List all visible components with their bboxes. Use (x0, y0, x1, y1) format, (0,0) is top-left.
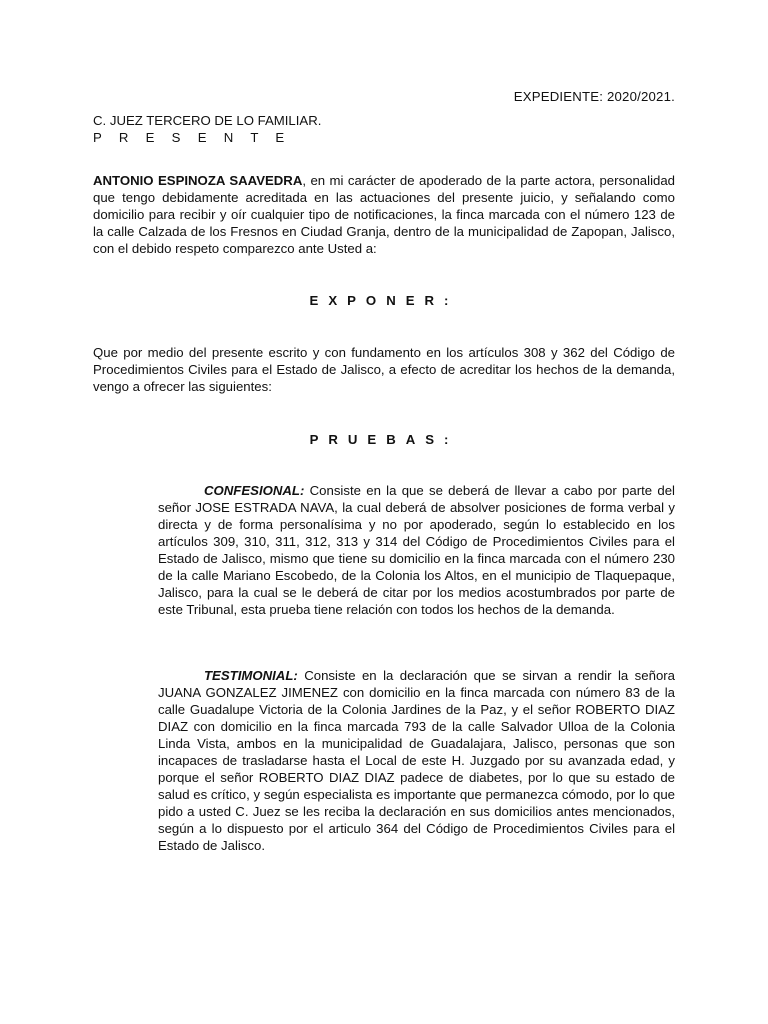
intro-paragraph (93, 172, 675, 257)
case-number: EXPEDIENTE: 2020/2021. (513, 89, 675, 104)
addressee-presente: P R E S E N T E (93, 130, 292, 145)
addressee-block (93, 112, 493, 146)
addressee-judge: C. JUEZ TERCERO DE LO FAMILIAR. (93, 113, 322, 128)
evidence-testimonial (158, 667, 675, 854)
intro-name: ANTONIO ESPINOZA SAAVEDRA (93, 173, 303, 188)
evidence-text: Consiste en la que se deberá de llevar a cabo por parte del señor JOSE ESTRADA NAVA, la cual deberá de absolver posiciones de forma verbal y directa y de forma personalísima y no por apoderado, según lo establecido en los artículos 309, 310, 311, 312, 313 y 314 del Código de Procedimientos Civiles para el Estado de Jalisco, mismo que tiene su domicilio en la finca marcada con el número 230 de la calle Mariano Escobedo, de la Colonia los Altos, en el municipio de Tlaquepaque, Jalisco, para la cual se le deberá de citar por los medios acostumbrados por parte de este Tribunal, esta prueba tiene relación con todos los hechos de la demanda. (158, 483, 675, 617)
heading-exponer: EXPONER: (309, 293, 459, 308)
intro-text: , en mi carácter de apoderado de la parte actora, personalidad que tengo debidamente acreditada en las actuaciones del presente juicio, y señalando como domicilio para recibir y oír cualquier tipo de notificaciones, la finca marcada con el número 123 de la calle Calzada de los Fresnos en Ciudad Granja, dentro de la municipalidad de Zapopan, Jalisco, con el debido respeto comparezco ante Usted a: (93, 173, 675, 256)
evidence-title: TESTIMONIAL: (204, 668, 298, 683)
evidence-title: CONFESIONAL: (204, 483, 305, 498)
exponer-paragraph: Que por medio del presente escrito y con fundamento en los artículos 308 y 362 del Código de Procedimientos Civiles para el Estado de Jalisco, a efecto de acreditar los hechos de la demanda, vengo a ofrecer las siguientes: (93, 345, 675, 394)
evidence-text: Consiste en la declaración que se sirvan a rendir la señora JUANA GONZALEZ JIMENEZ con domicilio en la finca marcada con número 83 de la calle Guadalupe Victoria de la Colonia Jardines de la Paz, y el señor ROBERTO DIAZ DIAZ con domicilio en la finca marcada 793 de la calle Salvador Ulloa de la Colonia Linda Vista, ambos en la municipalidad de Guadalajara, Jalisco, personas que son incapaces de trasladarse hasta el Local de este H. Juzgado por su avanzada edad, y porque el señor ROBERTO DIAZ DIAZ padece de diabetes, por lo que su estado de salud es crítico, y según especialista es importante que permanezca cómodo, por lo que pido a usted C. Juez se les reciba la declaración en sus domicilios antes mencionados, según a lo dispuesto por el articulo 364 del Código de Procedimientos Civiles para el Estado de Jalisco. (158, 668, 675, 853)
evidence-confesional (158, 482, 675, 618)
heading-pruebas: PRUEBAS: (309, 432, 459, 447)
